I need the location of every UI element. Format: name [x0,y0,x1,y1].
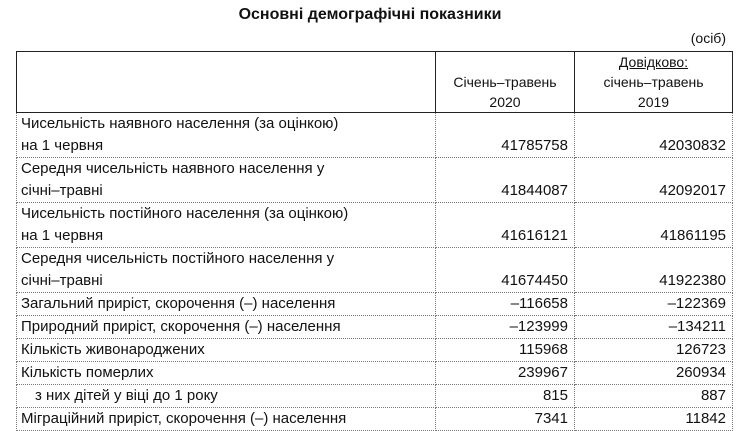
header-indicator [17,52,436,113]
value-2020: 41674450 [436,248,575,293]
table-row [17,316,733,339]
header-row [17,52,733,113]
header-2020-period: Січень–травень [453,74,557,90]
value-2020: 239967 [436,362,575,385]
value-2019: 260934 [575,362,733,385]
row-label: Середня чисельність наявного населення у січні–травні [17,158,436,203]
value-2019: 887 [575,385,733,408]
value-2020: 41785758 [436,113,575,158]
unit-label: (осіб) [690,30,726,46]
value-2019: 41922380 [575,248,733,293]
row-label: Чисельність постійного населення (за оцінкою) на 1 червня [17,203,436,248]
value-2019: –122369 [575,293,733,316]
row-label: з них дітей у віці до 1 року [17,385,436,408]
header-2020-year: 2020 [489,94,521,110]
table-row [17,158,733,203]
header-2019 [575,52,733,113]
page-title: Основні демографічні показники [238,6,502,23]
row-label: Кількість померлих [17,362,436,385]
value-2019: 42030832 [575,113,733,158]
value-2020: 41616121 [436,203,575,248]
row-label: Кількість живонароджених [17,339,436,362]
value-2020: 115968 [436,339,575,362]
value-2020: 41844087 [436,158,575,203]
row-label: Міграційний приріст, скорочення (–) населення [17,408,436,431]
row-label: Чисельність наявного населення (за оцінкою) на 1 червня [17,113,436,158]
table-row [17,408,733,431]
value-2020: –123999 [436,316,575,339]
value-2020: 815 [436,385,575,408]
value-2019: 41861195 [575,203,733,248]
header-2019-year: 2019 [637,94,670,110]
table-row [17,113,733,158]
row-label: Загальний приріст, скорочення (–) населення [17,293,436,316]
value-2020: 7341 [436,408,575,431]
header-2020 [436,52,575,113]
value-2019: 42092017 [575,158,733,203]
value-2019: –134211 [575,316,733,339]
header-reference: Довідково: [618,54,689,70]
value-2020: –116658 [436,293,575,316]
table-row [17,203,733,248]
table-row [17,293,733,316]
table-row [17,248,733,293]
table-row [17,362,733,385]
row-label: Середня чисельність постійного населення у січні–травні [17,248,436,293]
value-2019: 126723 [575,339,733,362]
header-2019-period: січень–травень [603,74,704,90]
table-row [17,385,733,408]
value-2019: 11842 [575,408,733,431]
table-row [17,339,733,362]
row-label: Природний приріст, скорочення (–) населення [17,316,436,339]
demographics-table [16,51,733,431]
